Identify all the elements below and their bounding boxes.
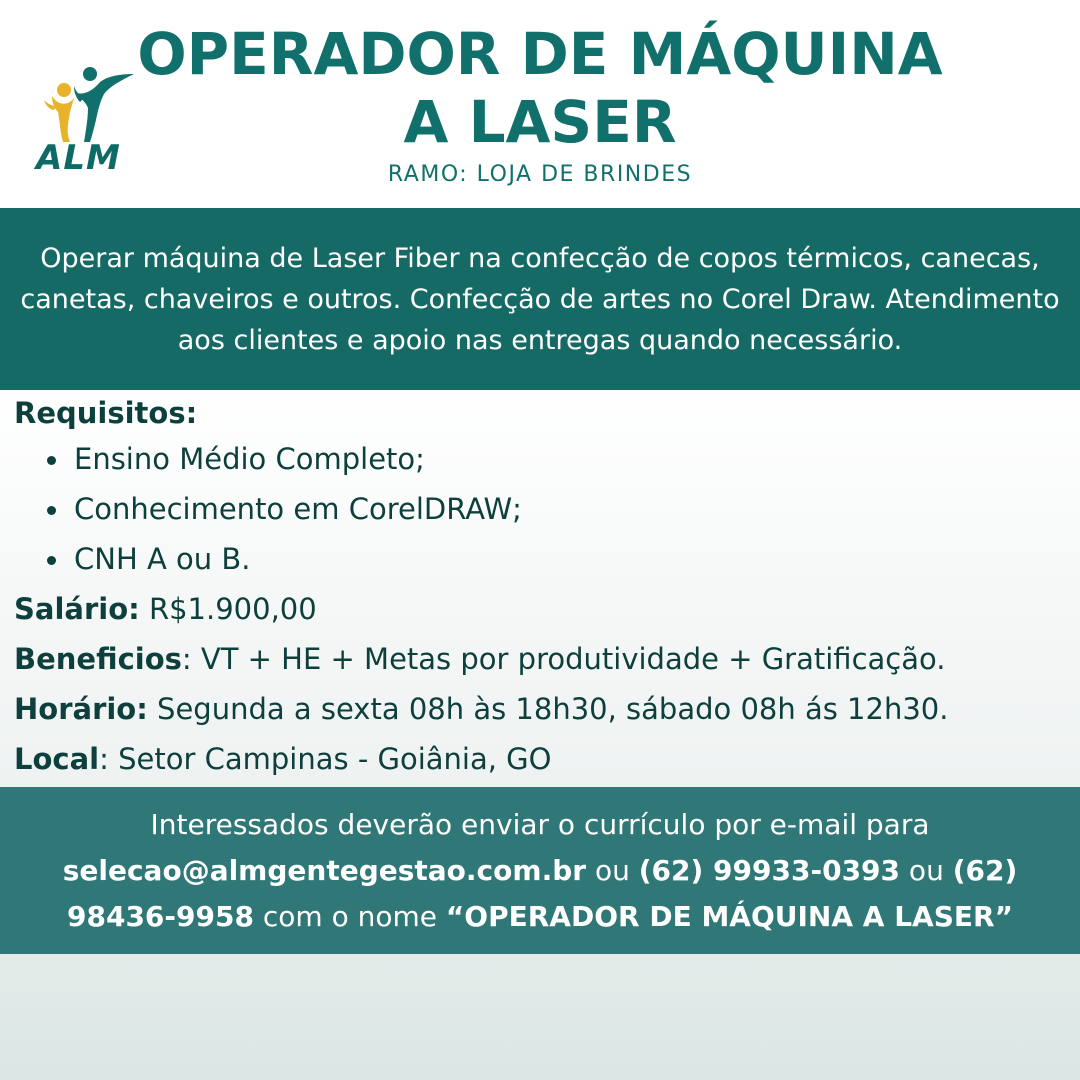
- requirements-heading: Requisitos:: [14, 396, 198, 430]
- location-value: : Setor Campinas - Goiânia, GO: [99, 742, 552, 776]
- benefits-line: [14, 634, 1064, 684]
- salary-label: Salário:: [14, 592, 140, 626]
- location-label: Local: [14, 742, 100, 776]
- contact-phone-2[interactable]: (62) 98436-9958: [67, 853, 1018, 933]
- contact-band: [0, 787, 1080, 954]
- requirement-item: CNH A ou B.: [14, 534, 1064, 584]
- job-description: Operar máquina de Laser Fiber na confecção de copos térmicos, canecas, canetas, chaveiros e outros. Confecção de artes no Corel Draw. Atendimento aos clientes e apoio nas entregas quando necessário.: [20, 242, 1060, 356]
- title-line-1: OPERADOR DE MÁQUINA: [137, 20, 943, 88]
- contact-phone-1[interactable]: (62) 99933-0393: [638, 853, 901, 887]
- description-band: [0, 208, 1080, 390]
- benefits-label: Beneficios: [14, 642, 182, 676]
- title-line-2: A LASER: [403, 88, 677, 156]
- job-details: [14, 392, 1064, 784]
- logo-text: ALM: [36, 138, 121, 178]
- schedule-line: [14, 684, 1064, 734]
- page-title: [60, 20, 1020, 156]
- salary-line: [14, 584, 1064, 634]
- contact-job-name: “OPERADOR DE MÁQUINA A LASER”: [445, 899, 1013, 933]
- requirement-item: Ensino Médio Completo;: [14, 434, 1064, 484]
- contact-intro: Interessados deverão enviar o currículo por e-mail para: [150, 807, 930, 841]
- contact-or: ou: [586, 853, 639, 887]
- requirement-item: Conhecimento em CorelDRAW;: [14, 484, 1064, 534]
- contact-text: [20, 802, 1060, 940]
- contact-or: ou: [900, 853, 953, 887]
- page-subtitle: RAMO: LOJA DE BRINDES: [387, 162, 693, 187]
- salary-value: R$1.900,00: [139, 592, 317, 626]
- contact-with-name: com o nome: [253, 899, 446, 933]
- benefits-value: : VT + HE + Metas por produtividade + Gratificação.: [181, 642, 946, 676]
- schedule-value: Segunda a sexta 08h às 18h30, sábado 08h ás 12h30.: [147, 692, 949, 726]
- schedule-label: Horário:: [14, 692, 148, 726]
- location-line: [14, 734, 1064, 784]
- requirements-list: [14, 434, 1064, 584]
- contact-email[interactable]: selecao@almgentegestao.com.br: [62, 853, 587, 887]
